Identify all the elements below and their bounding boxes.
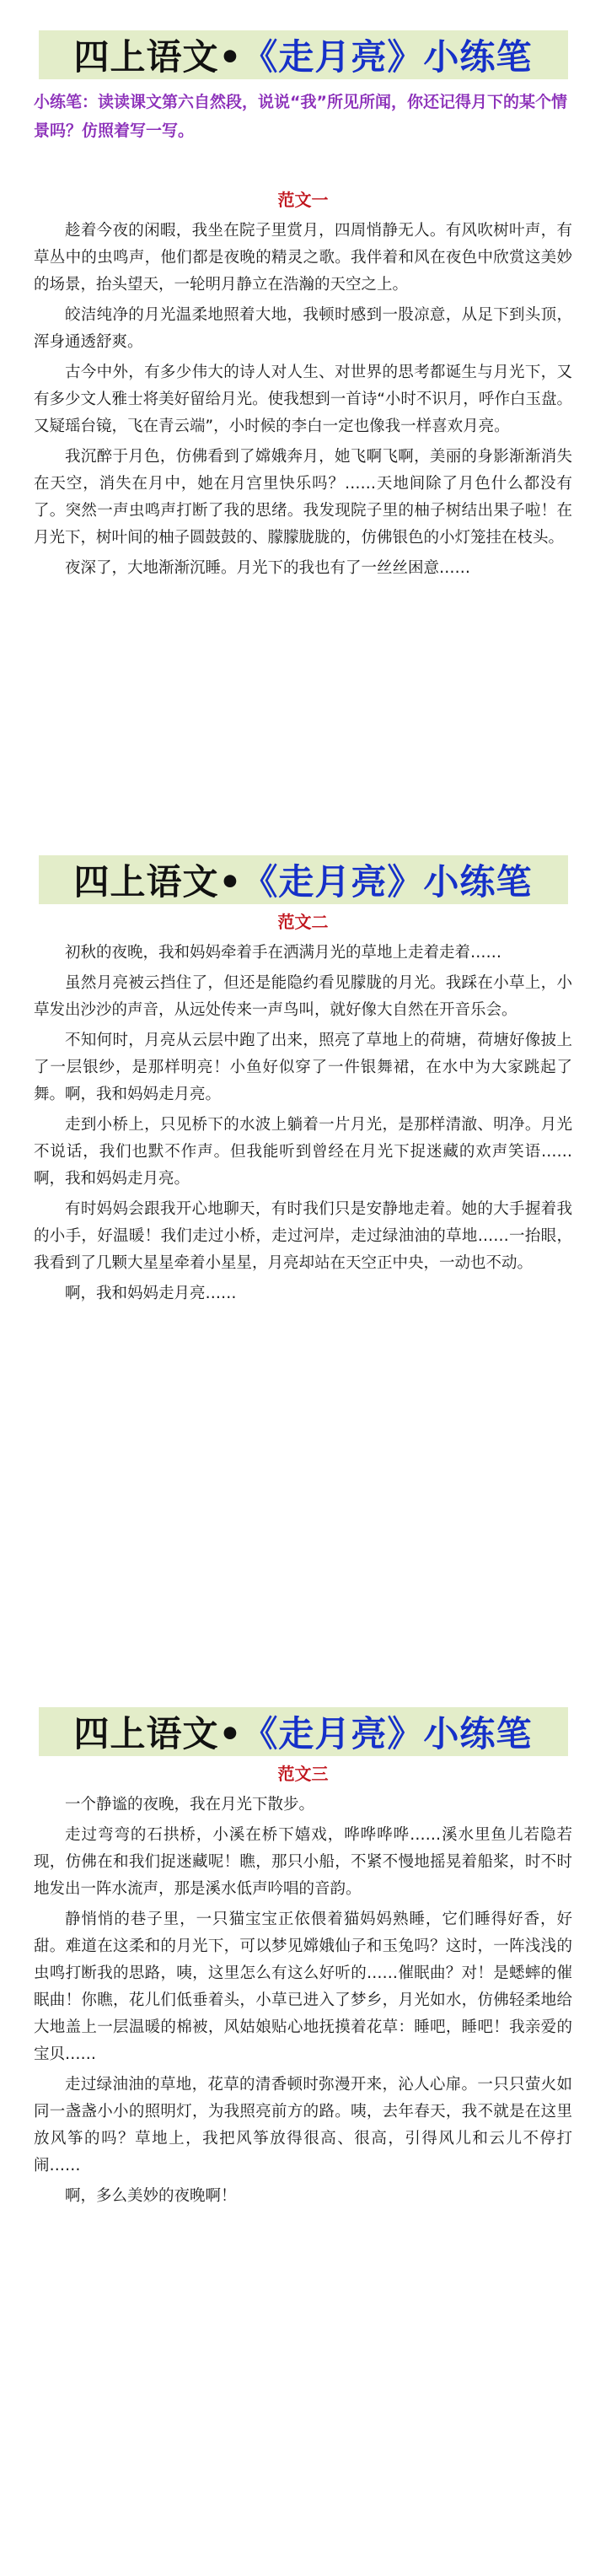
sample-title: 范文二	[277, 912, 329, 932]
section-sample-1	[0, 30, 606, 585]
sample-title: 范文三	[277, 1764, 329, 1784]
banner-prefix: 四上语文•	[73, 36, 243, 78]
banner-lesson-title: 《走月亮》	[242, 861, 424, 903]
sample-body	[0, 1792, 606, 2210]
paragraph: 古今中外，有多少伟大的诗人对人生、对世界的思考都诞生与月光下，又有多少文人雅士将美好留给月光。使我想到一首诗“小时不识月，呼作白玉盘。又疑瑶台镜，飞在青云端”，小时候的李白一定也像我一样喜欢月亮。	[34, 364, 572, 435]
banner-suffix: 小练笔	[423, 36, 533, 78]
paragraph: 虽然月亮被云挡住了，但还是能隐约看见朦胧的月光。我踩在小草上，小草发出沙沙的声音，从远处传来一声鸟叫，就好像大自然在开音乐会。	[34, 974, 572, 1019]
paragraph: 我沉醉于月色，仿佛看到了嫦娥奔月，她飞啊飞啊，美丽的身影渐渐消失在天空，消失在月中，她在月宫里快乐吗？……天地间除了月色什么都没有了。突然一声虫鸣声打断了我的思绪。我发现院子里的柚子树结出果子啦！在月光下，树叶间的柚子圆鼓鼓的、朦朦胧胧的，仿佛银色的小灯笼挂在枝头。	[34, 448, 572, 547]
banner-lesson-title: 《走月亮》	[242, 1713, 424, 1754]
writing-prompt: 小练笔：读读课文第六自然段，说说“我”所见所闻，你还记得月下的某个情景吗？仿照着写一写。	[34, 93, 567, 140]
paragraph: 趁着今夜的闲暇，我坐在院子里赏月，四周悄静无人。有风吹树叶声，有草丛中的虫鸣声，他们都是夜晚的精灵之歌。我伴着和风在夜色中欣赏这美妙的场景，抬头望天，一轮明月静立在浩瀚的天空之上。	[34, 222, 572, 294]
paragraph: 一个静谧的夜晚，我在月光下散步。	[65, 1796, 315, 1813]
section-sample-2	[0, 855, 606, 1311]
paragraph: 走过弯弯的石拱桥，小溪在桥下嬉戏，哗哗哗哗……溪水里鱼儿若隐若现，仿佛在和我们捉迷藏呢！瞧，那只小船，不紧不慢地摇晃着船桨，时不时地发出一阵水流声，那是溪水低声吟唱的音韵。	[34, 1826, 572, 1898]
section-sample-3	[0, 1707, 606, 2213]
banner-lesson-title: 《走月亮》	[242, 36, 424, 78]
paragraph: 皎洁纯净的月光温柔地照着大地，我顿时感到一股凉意，从足下到头顶，浑身通透舒爽。	[34, 306, 572, 351]
paragraph: 夜深了，大地渐渐沉睡。月光下的我也有了一丝丝困意……	[65, 559, 471, 577]
title-banner	[39, 855, 568, 904]
title-banner	[39, 30, 568, 79]
banner-suffix: 小练笔	[423, 1713, 533, 1754]
paragraph: 初秋的夜晚，我和妈妈牵着手在洒满月光的草地上走着走着……	[65, 944, 502, 962]
paragraph: 不知何时，月亮从云层中跑了出来，照亮了草地上的荷塘，荷塘好像披上了一层银纱，是那样明亮！小鱼好似穿了一件银舞裙，在水中为大家跳起了舞。啊，我和妈妈走月亮。	[34, 1032, 572, 1103]
banner-prefix: 四上语文•	[73, 861, 243, 903]
title-banner	[39, 1707, 568, 1756]
paragraph: 有时妈妈会跟我开心地聊天，有时我们只是安静地走着。她的大手握着我的小手，好温暖！我们走过小桥，走过河岸，走过绿油油的草地……一抬眼，我看到了几颗大星星牵着小星星，月亮却站在天空正中央，一动也不动。	[34, 1200, 572, 1272]
banner-suffix: 小练笔	[423, 861, 533, 903]
paragraph: 走到小桥上，只见桥下的水波上躺着一片月光，是那样清澈、明净。月光不说话，我们也默不作声。但我能听到曾经在月光下捉迷藏的欢声笑语……啊，我和妈妈走月亮。	[34, 1116, 572, 1188]
paragraph: 啊，多么美妙的夜晚啊！	[65, 2187, 237, 2205]
paragraph: 静悄悄的巷子里，一只猫宝宝正依偎着猫妈妈熟睡，它们睡得好香，好甜。难道在这柔和的月光下，可以梦见嫦娥仙子和玉兔吗？这时，一阵浅浅的虫鸣打断我的思路，咦，这里怎么有这么好听的……催眠曲？对！是蟋蟀的催眠曲！你瞧，花儿们低垂着头，小草已进入了梦乡，月光如水，仿佛轻柔地给大地盖上一层温暖的棉被，风姑娘贴心地抚摸着花草：睡吧，睡吧！我亲爱的宝贝……	[34, 1910, 572, 2063]
sample-title: 范文一	[277, 190, 329, 210]
sample-body	[0, 218, 606, 582]
paragraph: 啊，我和妈妈走月亮……	[65, 1285, 237, 1302]
paragraph: 走过绿油油的草地，花草的清香顿时弥漫开来，沁人心扉。一只只萤火如同一盏盏小小的照明灯，为我照亮前方的路。咦，去年春天，我不就是在这里放风筝的吗？草地上，我把风筝放得很高、很高，引得风儿和云儿不停打闹……	[34, 2076, 572, 2175]
banner-prefix: 四上语文•	[73, 1713, 243, 1754]
sample-body	[0, 940, 606, 1307]
